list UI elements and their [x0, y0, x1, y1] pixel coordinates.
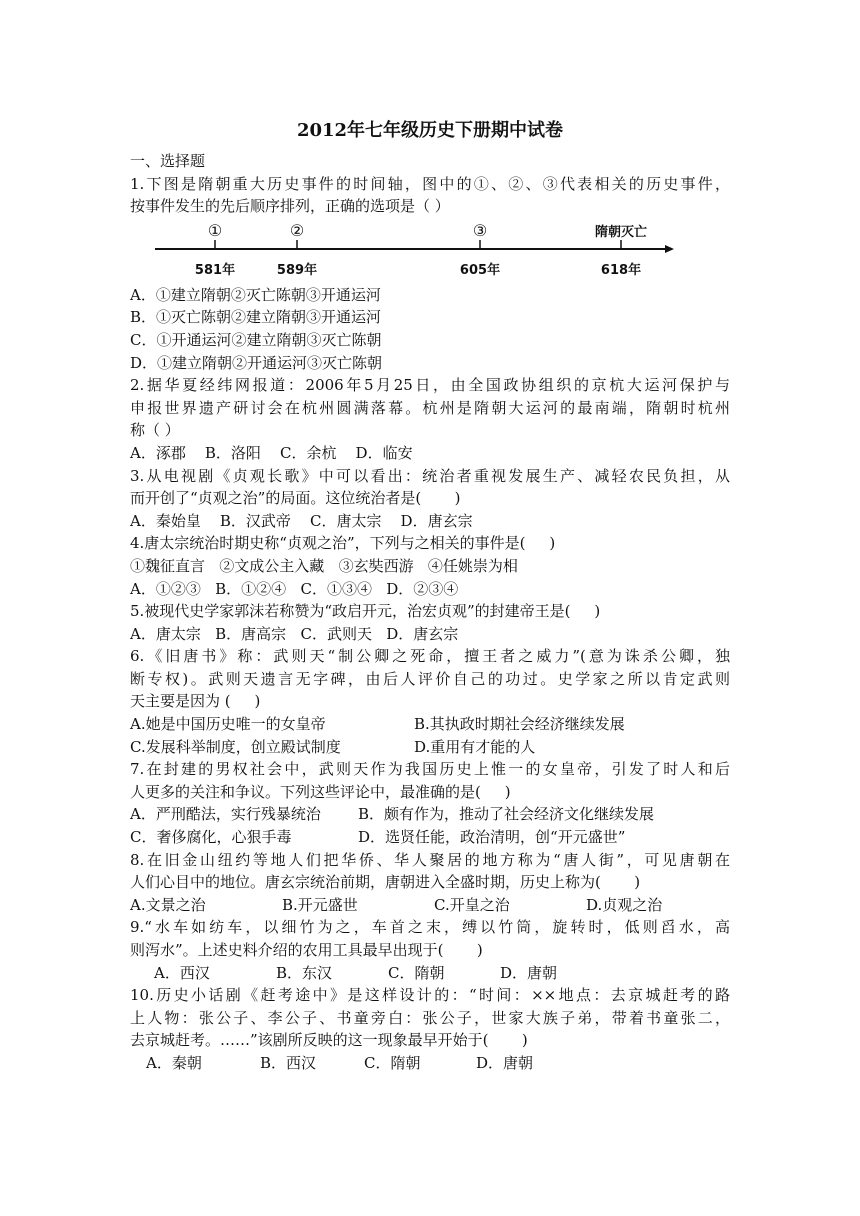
answer-option: B．西汉: [260, 1053, 317, 1072]
answer-option: A.她是中国历史唯一的女皇帝: [130, 715, 326, 734]
answer-option-row: [130, 803, 730, 826]
answer-option: A．秦朝: [146, 1053, 202, 1072]
timeline-marker-label: 隋朝灭亡: [594, 224, 648, 240]
question-2: [130, 374, 730, 464]
question-stem-line: 1.下图是隋朝重大历史事件的时间轴，图中的①、②、③代表相关的历史事件，: [130, 174, 730, 193]
question-stem-line: 而开创了“贞观之治”的局面。这位统治者是( ): [130, 489, 461, 508]
question-7: [130, 758, 730, 848]
question-stem-line: 5.被现代史学家郭沫若称赞为“政启开元，治宏贞观”的封建帝王是( ): [130, 602, 601, 621]
answer-option: D.重用有才能的人: [414, 737, 536, 756]
question-stem-line: 去京城赶考。……”该剧所反映的这一现象最早开始于( ): [130, 1031, 528, 1050]
question-6: [130, 645, 730, 758]
timeline-year-label: 618年: [600, 262, 642, 278]
question-10: [130, 984, 730, 1074]
question-stem-line: 4.唐太宗统治时期史称“贞观之治”，下列与之相关的事件是( ): [130, 534, 556, 553]
question-stem-line: 申报世界遗产研讨会在杭州圆满落幕。杭州是隋朝大运河的最南端，隋朝时杭州: [130, 398, 730, 417]
answer-option-row: [130, 894, 730, 917]
timeline-arrow: [665, 245, 674, 253]
answer-option: A．①建立隋朝②灭亡陈朝③开通运河: [130, 285, 381, 304]
answer-option: D.贞观之治: [586, 895, 663, 914]
question-1: [130, 173, 730, 375]
answer-option-row: [130, 962, 730, 985]
answer-option: D．①建立隋朝②开通运河③灭亡陈朝: [130, 353, 383, 372]
question-stem-line: 3.从电视剧《贞观长歌》中可以看出：统治者重视发展生产、减轻农民负担，从: [130, 466, 730, 485]
question-stem-line: 上人物：张公子、李公子、书童旁白：张公子，世家大族子弟，带着书童张二，: [130, 1008, 730, 1027]
answer-option-row: [130, 713, 730, 736]
timeline-year-label: 605年: [459, 262, 501, 278]
answer-option: B．①灭亡陈朝②建立隋朝③开通运河: [130, 308, 382, 327]
timeline-year-label: 581年: [194, 262, 236, 278]
answer-option: B．颇有作为，推动了社会经济文化继续发展: [358, 805, 655, 824]
question-stem-line: 断专权)。武则天遗言无字碑，由后人评价自己的功过。史学家之所以肯定武则: [130, 669, 730, 688]
question-3: [130, 465, 730, 533]
answer-option: B.其执政时期社会经济继续发展: [414, 715, 625, 734]
answer-option-row: [130, 1052, 730, 1075]
answer-options: A．涿郡 B．洛阳 C．余杭 D．临安: [130, 443, 413, 462]
question-stem-line: 按事件发生的先后顺序排列，正确的选项是（ ）: [130, 197, 450, 216]
question-9: [130, 916, 730, 984]
timeline-marker-label: ①: [207, 220, 223, 240]
answer-options: A．秦始皇 B．汉武帝 C．唐太宗 D．唐玄宗: [130, 511, 473, 530]
answer-option: A．严刑酷法，实行残暴统治: [130, 805, 321, 824]
answer-option: C．奢侈腐化，心狠手毒: [130, 828, 292, 847]
answer-options: A．①②③ B．①②④ C．①③④ D．②③④: [130, 579, 459, 598]
answer-option: A．西汉: [154, 963, 210, 982]
timeline-marker-label: ③: [472, 220, 488, 240]
timeline-year-label: 589年: [276, 262, 318, 278]
answer-option-row: [130, 736, 730, 759]
question-items: ①魏征直言 ②文成公主入藏 ③玄奘西游 ④任姚崇为相: [130, 556, 518, 575]
exam-content: [130, 150, 730, 1075]
question-stem-line: 人们心目中的地位。唐玄宗统治前期，唐朝进入全盛时期，历史上称为( ): [130, 873, 641, 892]
section-heading: 一、选择题: [130, 152, 206, 170]
answer-option: C.开皇之治: [434, 895, 510, 914]
question-stem-line: 天主要是因为 ( ): [130, 692, 261, 711]
answer-option: C．隋朝: [364, 1053, 421, 1072]
answer-option: B．东汉: [276, 963, 333, 982]
question-stem-line: 10.历史小话剧《赶考途中》是这样设计的：“时间：××地点：去京城赶考的路: [130, 986, 730, 1005]
answer-options: A．唐太宗 B．唐高宗 C．武则天 D．唐玄宗: [130, 624, 459, 643]
question-stem-line: 6.《旧唐书》称：武则天“制公卿之死命，擅王者之威力”(意为诛杀公卿，独: [130, 647, 730, 666]
question-stem-line: 7.在封建的男权社会中，武则天作为我国历史上惟一的女皇帝，引发了时人和后: [130, 760, 730, 779]
question-stem-line: 9.“水车如纺车，以细竹为之，车首之末，缚以竹筒，旋转时，低则舀水，高: [130, 918, 730, 937]
answer-option: C．隋朝: [388, 963, 445, 982]
question-stem-line: 人更多的关注和争议。下列这些评论中，最准确的是( ): [130, 782, 511, 801]
question-stem-line: 称（ ）: [130, 421, 180, 440]
answer-option: B.开元盛世: [282, 895, 358, 914]
question-stem-line: 8.在旧金山纽约等地人们把华侨、华人聚居的地方称为“唐人街”，可见唐朝在: [130, 850, 730, 869]
answer-option: C．①开通运河②建立隋朝③灭亡陈朝: [130, 330, 382, 349]
answer-option: D．唐朝: [500, 963, 558, 982]
page-title: 2012年七年级历史下册期中试卷: [296, 120, 564, 141]
answer-option: C.发展科举制度，创立殿试制度: [130, 737, 341, 756]
answer-option: D．选贤任能，政治清明，创“开元盛世”: [358, 828, 626, 847]
timeline-marker-label: ②: [289, 220, 305, 240]
question-stem-line: 2.据华夏经纬网报道：2006年5月25日，由全国政协组织的京杭大运河保护与: [130, 376, 730, 395]
question-5: [130, 600, 730, 645]
answer-option: D．唐朝: [476, 1053, 534, 1072]
answer-option: A.文景之治: [130, 895, 206, 914]
question-8: [130, 849, 730, 917]
answer-option-row: [130, 826, 730, 849]
question-4: [130, 532, 730, 600]
question-stem-line: 则泻水”。上述史料介绍的农用工具最早出现于( ): [130, 941, 483, 959]
timeline-figure: [130, 218, 730, 284]
